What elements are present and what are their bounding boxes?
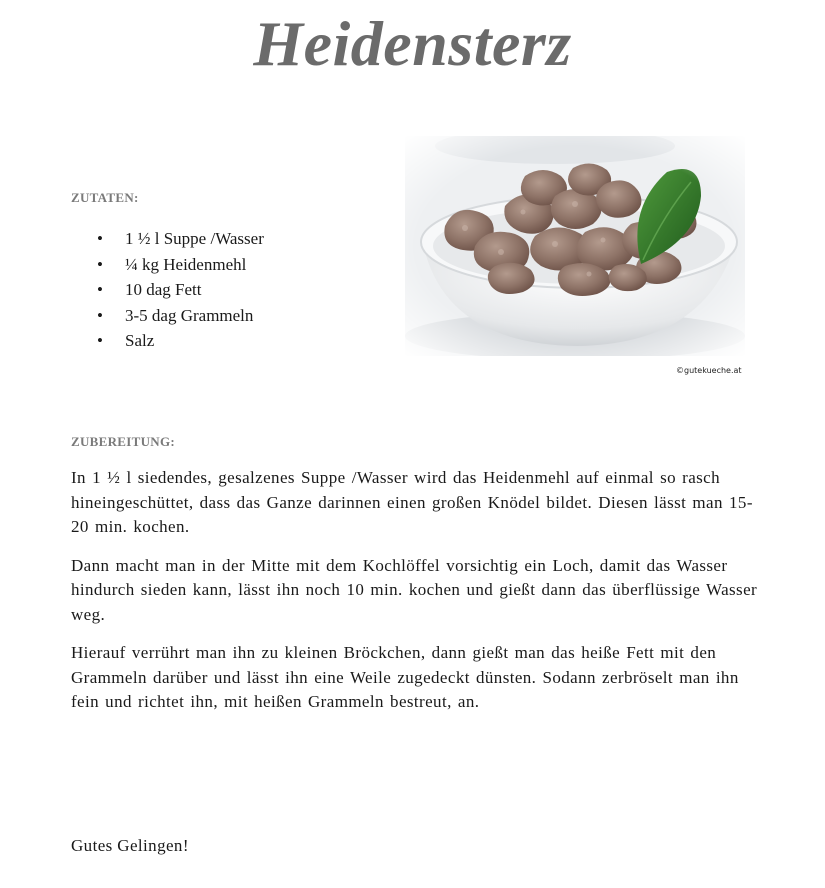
bullet-icon: • bbox=[97, 331, 103, 350]
ingredients-list bbox=[71, 226, 264, 354]
ingredient-text: 3-5 dag Grammeln bbox=[125, 305, 254, 325]
bowl-illustration bbox=[405, 136, 745, 356]
ingredient-text: ¼ kg Heidenmehl bbox=[125, 254, 247, 274]
list-item bbox=[71, 328, 264, 354]
ingredients-heading: ZUTATEN: bbox=[71, 190, 139, 205]
bullet-icon: • bbox=[97, 254, 103, 274]
closing-text: Gutes Gelingen! bbox=[71, 836, 189, 855]
list-item bbox=[71, 303, 264, 329]
list-item bbox=[71, 277, 264, 303]
bullet-icon: • bbox=[97, 305, 103, 325]
photo-credit: ©gutekueche.at bbox=[676, 366, 742, 375]
ingredient-text: 1 ½ l Suppe /Wasser bbox=[125, 229, 264, 248]
ingredient-text: Salz bbox=[125, 331, 155, 350]
list-item bbox=[71, 252, 264, 278]
bullet-icon: • bbox=[97, 229, 103, 248]
list-item bbox=[71, 226, 264, 252]
preparation-paragraph: In 1 ½ l siedendes, gesalzenes Suppe /Wasser wird das Heidenmehl auf einmal so rasch hineingeschüttet, dass das Ganze darinnen einen großen Knödel bildet. Diesen lässt man 15-20 min. kochen. bbox=[71, 468, 753, 536]
preparation-paragraph: Hierauf verrührt man ihn zu kleinen Bröckchen, dann gießt man das heiße Fett mit den Grammeln darüber und lässt ihn eine Weile zugedeckt dünsten. Sodann zerbröselt man ihn fein und richtet ihn, mit heißen Grammeln bestreut, an. bbox=[71, 643, 739, 711]
preparation-heading: ZUBEREITUNG: bbox=[71, 434, 176, 449]
dish-photo bbox=[405, 136, 745, 356]
preparation-text bbox=[71, 466, 761, 729]
ingredient-text: 10 dag Fett bbox=[125, 280, 202, 299]
preparation-paragraph: Dann macht man in der Mitte mit dem Kochlöffel vorsichtig ein Loch, damit das Wasser hindurch sieden kann, lässt ihn noch 10 min. kochen und gießt dann das überflüssige Wasser weg. bbox=[71, 555, 758, 624]
page-title: Heidensterz bbox=[253, 8, 572, 79]
bullet-icon: • bbox=[97, 280, 103, 299]
